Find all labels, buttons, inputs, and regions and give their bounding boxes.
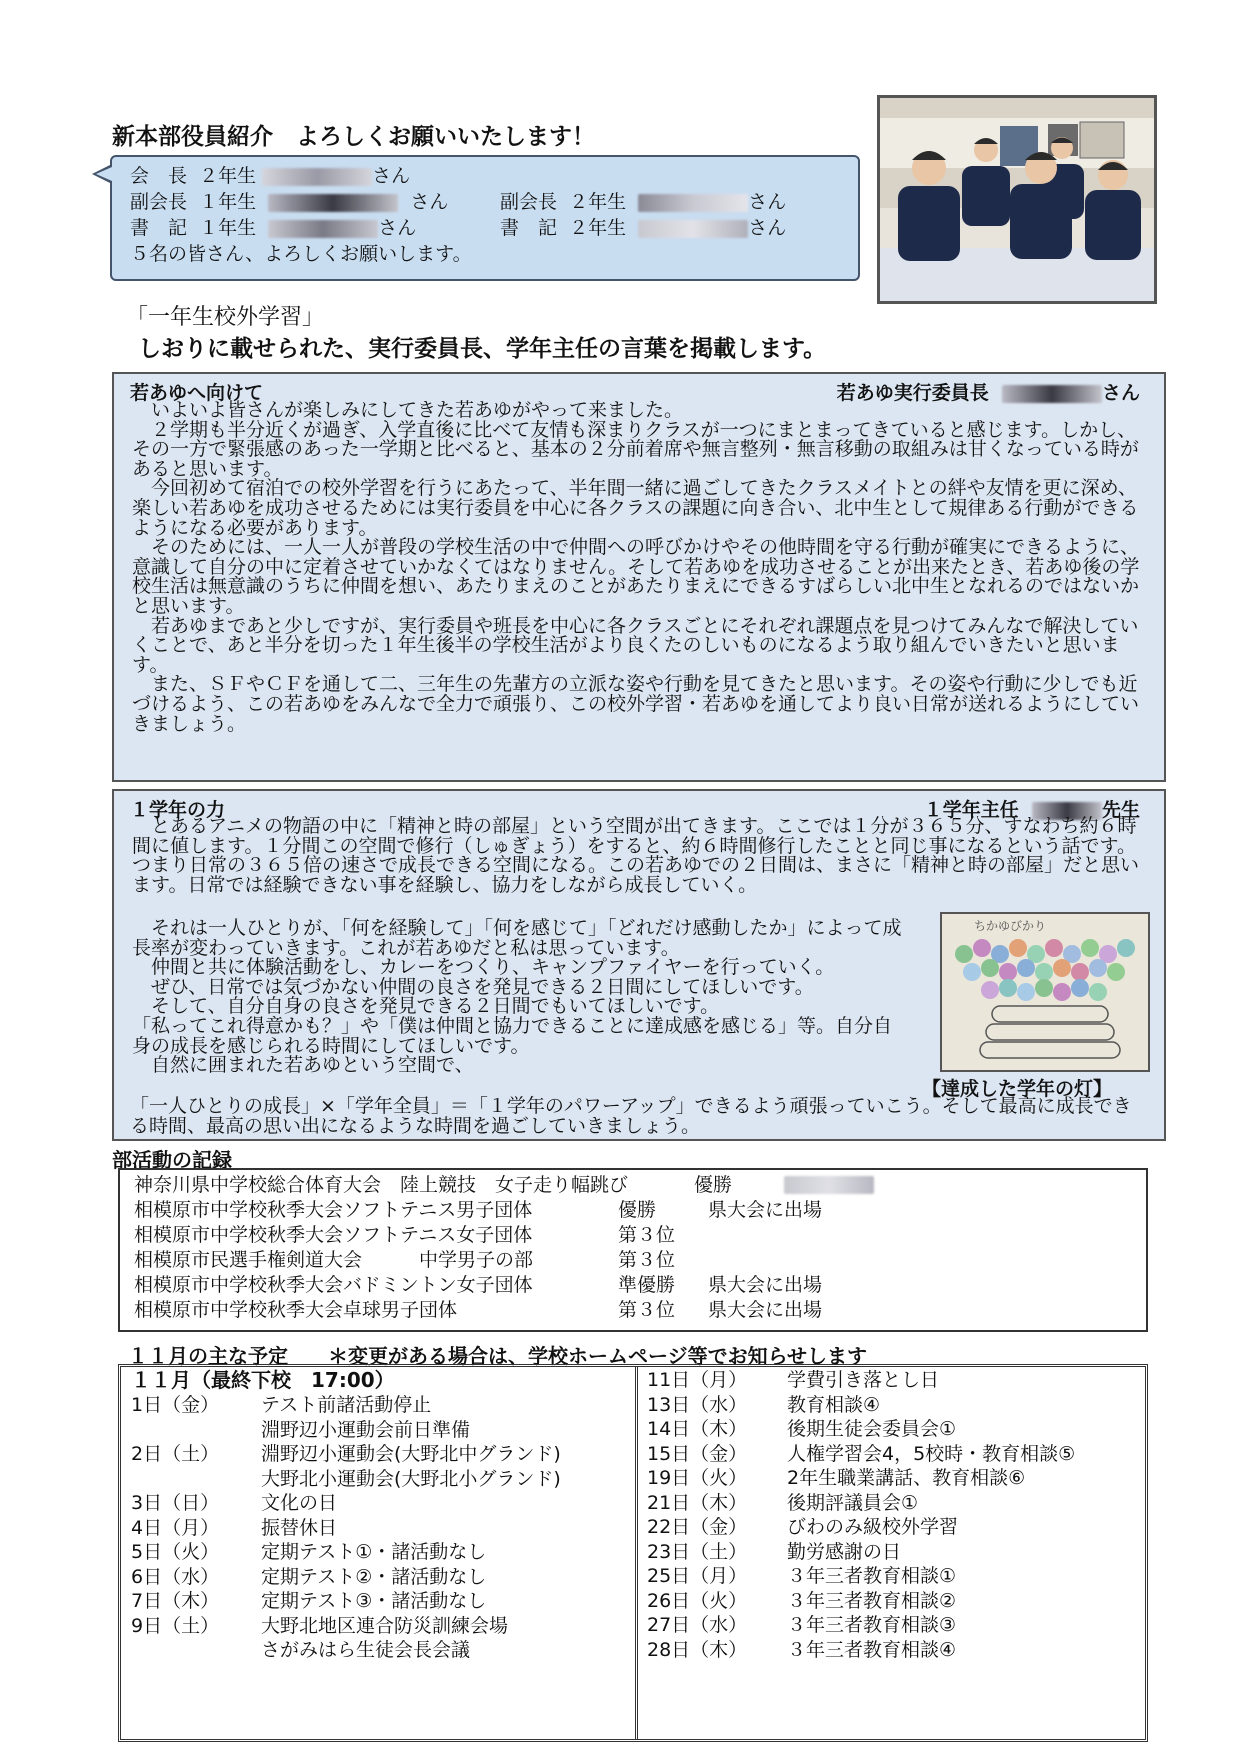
- schedule-event: 淵野辺小運動会(大野北中グランド): [261, 1443, 561, 1465]
- redacted-name: [638, 220, 748, 238]
- redacted-name: [638, 194, 748, 212]
- schedule-date: 28日（木）: [647, 1638, 748, 1661]
- officer-grade: ２年生: [569, 191, 627, 213]
- officer-row: [130, 165, 410, 187]
- club-heading: 部活動の記録: [112, 1148, 232, 1172]
- schedule-date: 11日（月）: [647, 1369, 748, 1391]
- schedule-date: 9日（土）: [131, 1614, 220, 1637]
- officer-row-right: [500, 191, 786, 213]
- schedule-event: 大野北地区連合防災訓練会場: [261, 1614, 509, 1637]
- officer-role: 書 記: [500, 217, 558, 239]
- officers-bubble: [110, 155, 860, 281]
- officer-suffix: さん: [748, 217, 787, 239]
- trip-heading: 「一年生校外学習」: [126, 305, 325, 330]
- schedule-event: 振替休日: [261, 1516, 338, 1539]
- schedule-date: 15日（金）: [647, 1442, 748, 1465]
- schedule-event: 教育相談④: [787, 1393, 881, 1416]
- club-result: 第３位: [618, 1299, 676, 1321]
- schedule-box: [118, 1364, 1148, 1742]
- club-event: 相模原市中学校秋季大会ソフトテニス女子団体: [134, 1224, 533, 1246]
- paragraph: 若あゆまであと少しですが、実行委員や班長を中心に各クラスごとにそれぞれ課題点を見つけてみんなで解決していくことで、あと半分を切った１年生後半の学校生活がより良くたのしいものになるよう取り組んでいきたいと思います。: [132, 614, 1139, 676]
- message-box-committee: [112, 372, 1166, 782]
- schedule-event: 淵野辺小運動会前日準備: [261, 1418, 471, 1441]
- schedule-date: 7日（木）: [131, 1590, 220, 1612]
- paragraph: いよいよ皆さんが楽しみにしてきた若あゆがやって来ました。: [151, 399, 684, 421]
- schedule-date: 1日（金）: [131, 1394, 220, 1416]
- officer-grade: １年生: [199, 191, 257, 213]
- schedule-event: 2年生職業講話、教育相談⑥: [787, 1467, 1026, 1489]
- lantern-drawing: [942, 914, 1148, 1070]
- club-event: 相模原市民選手権剣道大会 中学男子の部: [134, 1249, 534, 1271]
- officer-grade: ２年生: [199, 165, 257, 187]
- schedule-event: 後期評議員会①: [787, 1491, 919, 1514]
- officer-grade: ２年生: [569, 217, 627, 239]
- schedule-date: 6日（水）: [131, 1565, 220, 1588]
- paragraph: ２学期も半分近くが過ぎ、入学直後に比べて友情も深まりクラスが一つにまとまってきていると感じます。しかし、その一方で緊張感のあった一学期と比べると、基本の２分前着席や無言整列・無言移動の取組みは甘くなっている時があると思います。: [132, 418, 1139, 480]
- officer-role: 会 長: [130, 165, 188, 187]
- officers-heading: 新本部役員紹介 よろしくお願いいたします！: [112, 124, 595, 150]
- schedule-event: テスト前諸活動停止: [261, 1394, 432, 1416]
- redacted-name: [268, 220, 378, 238]
- officer-suffix: さん: [372, 165, 411, 187]
- club-records-box: [118, 1168, 1148, 1332]
- trip-subheading: しおりに載せられた、実行委員長、学年主任の言葉を掲載します。: [138, 336, 827, 362]
- redacted-name: [262, 168, 372, 186]
- schedule-event: 文化の日: [261, 1492, 338, 1514]
- box2-author-role: １学年主任: [923, 799, 1019, 821]
- club-event: 神奈川県中学校総合体育大会 陸上競技 女子走り幅跳び: [134, 1174, 629, 1196]
- lantern-photo-text: ちかゆびかり: [974, 919, 1047, 933]
- paragraph: 「私ってこれ得意かも？」や「僕は仲間と協力できることに達成感を感じる」等。自分自身の成長を感じられる時間にしてほしいです。: [132, 1014, 893, 1057]
- club-note: 県大会に出場: [708, 1299, 823, 1321]
- schedule-event: さがみはら生徒会長会議: [261, 1639, 471, 1661]
- schedule-date: 23日（土）: [647, 1540, 748, 1563]
- paragraph: そして、自分自身の良さを発見できる２日間でもいてほしいです。: [151, 995, 720, 1018]
- schedule-date: 22日（金）: [647, 1516, 748, 1538]
- club-note: 県大会に出場: [708, 1199, 823, 1221]
- schedule-heading: １１月の主な予定 ＊変更がある場合は、学校ホームページ等でお知らせします: [128, 1344, 867, 1368]
- schedule-date: 14日（木）: [647, 1418, 748, 1440]
- schedule-event: 定期テスト②・諸活動なし: [261, 1565, 487, 1588]
- lantern-caption: 【達成した学年の灯】: [922, 1078, 1113, 1100]
- club-result: 優勝: [694, 1174, 733, 1196]
- schedule-event: ３年三者教育相談③: [787, 1614, 957, 1636]
- schedule-divider: [635, 1367, 638, 1739]
- box2-closing: 「一人ひとりの成長」×「学年全員」＝「１学年のパワーアップ」できるよう頑張っていこう。そして最高に成長できる時間、最高の思い出になるような時間を過ごしていきましょう。: [130, 1095, 1132, 1137]
- schedule-date: 5日（火）: [131, 1541, 220, 1563]
- bubble-tail-inner: [96, 167, 112, 181]
- redacted-name: [784, 1176, 874, 1194]
- club-result: 優勝: [618, 1199, 657, 1221]
- box2-author-suffix: 先生: [1101, 799, 1140, 821]
- club-result: 第３位: [618, 1249, 676, 1271]
- schedule-date: 25日（月）: [647, 1565, 748, 1587]
- lantern-photo: [940, 912, 1150, 1072]
- schedule-event: 定期テスト③・諸活動なし: [261, 1590, 487, 1612]
- officer-row: [130, 217, 787, 239]
- paragraph: 今回初めて宿泊での校外学習を行うにあたって、半年間一緒に過ごしてきたクラスメイトとの絆や友情を更に深め、楽しい若あゆを成功させるためには実行委員を中心に各クラスの課題に向き合い、北中生として規律ある行動ができるようになる必要があります。: [132, 477, 1139, 539]
- club-event: 相模原市中学校秋季大会バドミントン女子団体: [134, 1274, 533, 1296]
- club-result: 第３位: [618, 1224, 676, 1246]
- paragraph: 仲間と共に体験活動をし、カレーをつくり、キャンプファイヤーを行っていく。: [151, 956, 835, 979]
- officer-role: 副会長: [130, 191, 188, 213]
- schedule-event: ３年三者教育相談④: [787, 1638, 957, 1661]
- officers-closing: ５名の皆さん、よろしくお願いします。: [130, 243, 472, 265]
- schedule-event: 大野北小運動会(大野北小グランド): [261, 1467, 561, 1490]
- redacted-name: [1002, 385, 1102, 403]
- box1-body: [132, 401, 1152, 734]
- schedule-event: 定期テスト①・諸活動なし: [261, 1541, 487, 1563]
- officers-photo-drawing: [880, 98, 1154, 301]
- paragraph: ぜひ、日常では気づかない仲間の良さを発見できる２日間にしてほしいです。: [151, 975, 814, 998]
- schedule-date: 13日（水）: [647, 1393, 748, 1416]
- paragraph: 自然に囲まれた若あゆという空間で、: [151, 1054, 474, 1077]
- officer-row: [130, 191, 787, 213]
- redacted-name: [268, 194, 398, 212]
- schedule-date: 26日（火）: [647, 1589, 748, 1612]
- box1-title: 若あゆへ向けて: [130, 382, 264, 404]
- box1-author-role: 若あゆ実行委員長: [836, 382, 989, 404]
- schedule-event: 学費引き落とし日: [787, 1369, 940, 1391]
- paragraph: それは一人ひとりが、「何を経験して」「何を感じて」「どれだけ感動したか」によって成長率が変わっていきます。これが若あゆだと私は思っています。: [132, 917, 902, 959]
- schedule-event: 人権学習会4，5校時・教育相談⑤: [787, 1442, 1076, 1465]
- schedule-date: 3日（日）: [131, 1492, 220, 1514]
- schedule-event: ３年三者教育相談②: [787, 1589, 957, 1612]
- box2-body-top: [132, 817, 1150, 895]
- officers-photo: [877, 95, 1157, 304]
- club-note: 県大会に出場: [708, 1274, 823, 1296]
- schedule-event: ３年三者教育相談①: [787, 1565, 957, 1587]
- officer-grade: １年生: [199, 217, 257, 239]
- box2-title: １学年の力: [130, 799, 226, 821]
- paragraph: また、ＳＦやＣＦを通して二、三年生の先輩方の立派な姿や行動を見てきたと思います。その姿や行動に少しでも近づけるよう、この若あゆをみんなで全力で頑張り、この校外学習・若あゆを通してより良い日常が送れるようにしていきましょう。: [132, 673, 1140, 735]
- officer-suffix: さん: [378, 217, 417, 239]
- officer-role: 書 記: [130, 217, 188, 239]
- schedule-event: 勤労感謝の日: [787, 1540, 902, 1563]
- box1-author-suffix: さん: [1101, 382, 1140, 404]
- schedule-date: 2日（土）: [131, 1443, 220, 1465]
- officer-row-right: [500, 217, 786, 239]
- officer-role: 副会長: [500, 191, 558, 213]
- club-event: 相模原市中学校秋季大会ソフトテニス男子団体: [134, 1199, 533, 1221]
- officer-suffix: さん: [748, 191, 787, 213]
- officer-suffix: さん: [410, 191, 449, 213]
- schedule-date: 4日（月）: [131, 1516, 220, 1539]
- schedule-event: 後期生徒会委員会①: [787, 1418, 957, 1440]
- schedule-date: 19日（火）: [647, 1467, 748, 1489]
- paragraph: そのためには、一人一人が普段の学校生活の中で仲間への呼びかけやその他時間を守る行動が確実にできるように、意識して自分の中に定着させていかなくてはなりません。そして若あゆを成功させることが出来たとき、若あゆ後の学校生活は無意識のうちに仲間を想い、あたりまえのことがあたりまえにできるすばらしい北中生となれるのではないかと思います。: [132, 536, 1140, 617]
- club-event: 相模原市中学校秋季大会卓球男子団体: [134, 1299, 458, 1321]
- schedule-event: びわのみ級校外学習: [787, 1516, 959, 1538]
- schedule-date: 27日（水）: [647, 1614, 748, 1636]
- schedule-date: 21日（木）: [647, 1491, 748, 1514]
- box2-body-side: [132, 919, 904, 1076]
- paragraph: とあるアニメの物語の中に「精神と時の部屋」という空間が出てきます。ここでは１分が３６５分、すなわち約６時間に値します。１分間この空間で修行（しゅぎょう）をすると、約６時間修行したことと同じ事になるという話です。つまり日常の３６５倍の速さで成長できる空間になる。この若あゆでの２日間は、まさに「精神と時の部屋」だと思います。日常では経験できない事を経験し、協力をしながら成長していく。: [132, 815, 1140, 896]
- club-result: 準優勝: [618, 1274, 676, 1296]
- schedule-month-header: １１月（最終下校 17:00）: [131, 1368, 395, 1392]
